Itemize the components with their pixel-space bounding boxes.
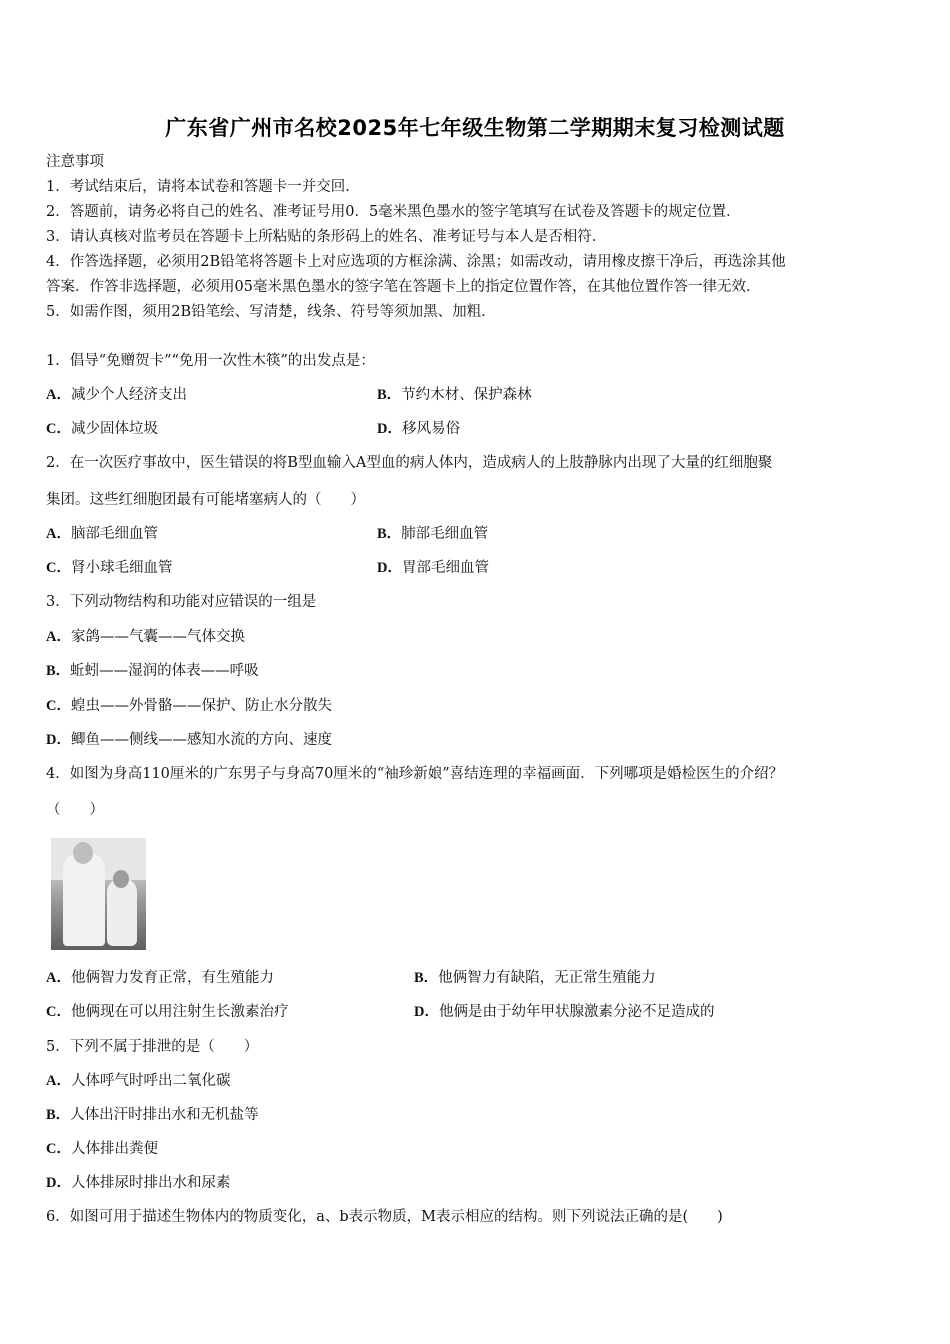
option-d[interactable] [377, 558, 489, 578]
notice-item: 答案．作答非选择题，必须用05毫米黑色墨水的签字笔在答题卡上的指定位置作答，在其他位置作答一律无效． [46, 279, 761, 295]
option-text: 蚯蚓——湿润的体表——呼吸 [70, 663, 259, 679]
option-c[interactable] [46, 419, 158, 439]
question-6-stem: 6．如图可用于描述生物体内的物质变化，a、b表示物质，M表示相应的结构。则下列说法正确的是( ) [46, 1209, 723, 1225]
photo-bride-figure [107, 878, 137, 946]
option-letter: C． [46, 560, 71, 576]
option-text: 减少个人经济支出 [70, 387, 187, 403]
option-text: 肺部毛细血管 [401, 526, 489, 542]
question-2-stem-cont: 集团。这些红细胞团最有可能堵塞病人的（ ） [46, 492, 365, 508]
option-c[interactable] [46, 1002, 288, 1022]
option-text: 人体排出粪便 [70, 1141, 158, 1157]
photo-groom-head [73, 842, 93, 864]
option-a[interactable] [46, 385, 187, 405]
option-a[interactable] [46, 524, 158, 544]
notice-item: 1．考试结束后，请将本试卷和答题卡一并交回． [46, 179, 360, 195]
option-letter: A． [46, 387, 71, 403]
question-5-stem: 5．下列不属于排泄的是（ ） [46, 1039, 259, 1055]
option-letter: D． [46, 1175, 71, 1191]
option-c[interactable] [46, 558, 172, 578]
option-letter: D． [377, 421, 402, 437]
option-b[interactable] [377, 385, 532, 405]
option-letter: B． [377, 387, 402, 403]
option-text: 减少固体垃圾 [70, 421, 158, 437]
option-a[interactable] [46, 1071, 230, 1091]
option-d[interactable] [414, 1002, 714, 1022]
question-4-stem: 4．如图为身高110厘米的广东男子与身高70厘米的“袖珍新娘”喜结连理的幸福画面．下列哪项是婚检医生的介绍？ [46, 766, 784, 782]
option-text: 人体呼气时呼出二氧化碳 [70, 1073, 231, 1089]
question-3-stem: 3．下列动物结构和功能对应错误的一组是 [46, 594, 317, 610]
option-letter: C． [46, 1141, 71, 1157]
option-text: 家鸽——气囊——气体交换 [70, 629, 245, 645]
option-a[interactable] [46, 627, 245, 647]
option-text: 移风易俗 [401, 421, 460, 437]
option-text: 人体出汗时排出水和无机盐等 [70, 1107, 259, 1123]
option-text: 脑部毛细血管 [70, 526, 158, 542]
wedding-photo [51, 838, 146, 950]
option-text: 肾小球毛细血管 [70, 560, 173, 576]
option-d[interactable] [46, 730, 332, 750]
option-letter: A． [46, 629, 71, 645]
photo-groom-figure [63, 852, 105, 946]
option-text: 节约木材、保护森林 [401, 387, 532, 403]
option-letter: D． [377, 560, 402, 576]
option-letter: A． [46, 1073, 71, 1089]
option-b[interactable] [46, 1105, 259, 1125]
option-d[interactable] [377, 419, 460, 439]
page-title: 广东省广州市名校2025年七年级生物第二学期期末复习检测试题 [165, 116, 785, 140]
option-text: 他俩现在可以用注射生长激素治疗 [70, 1004, 289, 1020]
option-letter: A． [46, 526, 71, 542]
option-letter: A． [46, 970, 71, 986]
question-4-stem-cont: （ ） [46, 802, 104, 818]
option-text: 蝗虫——外骨骼——保护、防止水分散失 [70, 698, 332, 714]
option-letter: B． [46, 663, 71, 679]
option-text: 他俩是由于幼年甲状腺激素分泌不足造成的 [438, 1004, 715, 1020]
option-letter: C． [46, 421, 71, 437]
option-letter: C． [46, 1004, 71, 1020]
option-letter: D． [46, 732, 71, 748]
question-2-stem: 2．在一次医疗事故中，医生错误的将B型血输入A型血的病人体内，造成病人的上肢静脉内出现了大量的红细胞聚 [46, 455, 773, 471]
option-b[interactable] [46, 661, 259, 681]
option-text: 他俩智力有缺陷，无正常生殖能力 [438, 970, 656, 986]
option-b[interactable] [414, 968, 656, 988]
notice-item: 5．如需作图，须用2B铅笔绘、写清楚，线条、符号等须加黑、加粗． [46, 304, 496, 320]
notice-item: 4．作答选择题，必须用2B铅笔将答题卡上对应选项的方框涂满、涂黑；如需改动，请用橡皮擦干净后，再选涂其他 [46, 254, 786, 270]
notice-heading: 注意事项 [46, 154, 104, 170]
option-letter: B． [377, 526, 402, 542]
option-text: 鲫鱼——侧线——感知水流的方向、速度 [70, 732, 332, 748]
photo-bride-head [113, 870, 129, 888]
option-letter: C． [46, 698, 71, 714]
notice-item: 2．答题前，请务必将自己的姓名、准考证号用0．5毫米黑色墨水的签字笔填写在试卷及答题卡的规定位置． [46, 204, 741, 220]
option-letter: B． [414, 970, 439, 986]
option-text: 胃部毛细血管 [401, 560, 489, 576]
option-b[interactable] [377, 524, 488, 544]
notice-item: 3．请认真核对监考员在答题卡上所粘贴的条形码上的姓名、准考证号与本人是否相符． [46, 229, 607, 245]
option-letter: B． [46, 1107, 71, 1123]
option-text: 他俩智力发育正常，有生殖能力 [70, 970, 274, 986]
option-a[interactable] [46, 968, 274, 988]
option-text: 人体排尿时排出水和尿素 [70, 1175, 231, 1191]
option-letter: D． [414, 1004, 439, 1020]
option-c[interactable] [46, 696, 332, 716]
option-d[interactable] [46, 1173, 230, 1193]
question-1-stem: 1．倡导“免赠贺卡”“免用一次性木筷”的出发点是： [46, 353, 375, 369]
option-c[interactable] [46, 1139, 158, 1159]
